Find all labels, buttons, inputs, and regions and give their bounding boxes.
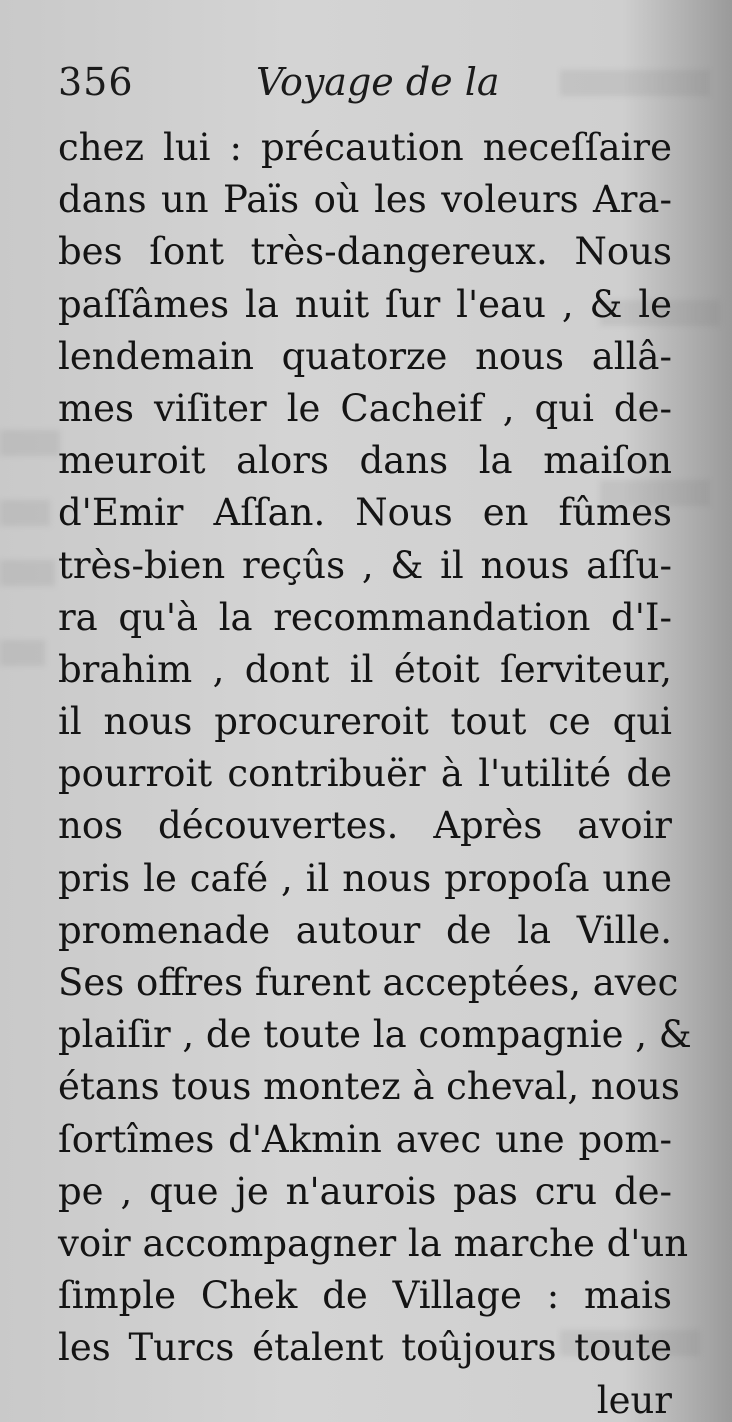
text-line: il nous procureroit tout ce qui xyxy=(58,700,672,744)
text-line: bes ſont très-dangereux. Nous xyxy=(58,230,672,274)
text-line: promenade autour de la Ville. xyxy=(58,908,672,952)
text-line: chez lui : précaution neceſſaire xyxy=(58,126,672,169)
catchword: leur xyxy=(596,1378,672,1422)
text-line: ſimple Chek de Village : mais xyxy=(58,1274,672,1318)
page-number: 356 xyxy=(58,60,134,104)
text-line: d'Emir Aſſan. Nous en fûmes xyxy=(58,491,672,535)
text-line: très-bien reçûs , & il nous aſſu- xyxy=(58,543,672,587)
text-line: ra qu'à la recommandation d'I- xyxy=(58,595,672,639)
text-line: étans tous montez à cheval, nous xyxy=(58,1065,680,1109)
text-line: plaiſir , de toute la compagnie , & xyxy=(58,1013,692,1057)
text-line: Ses offres furent acceptées, avec xyxy=(58,961,679,1004)
text-line: meuroit alors dans la maiſon xyxy=(58,439,672,483)
text-line: pris le café , il nous propoſa une xyxy=(58,856,672,900)
running-header xyxy=(58,60,500,104)
text-line: les Turcs étalent toûjours toute xyxy=(58,1326,672,1370)
running-title: Voyage de la xyxy=(256,60,500,104)
body-text xyxy=(58,122,692,1422)
text-line: brahim , dont il étoit ſerviteur, xyxy=(58,647,672,691)
text-line: mes viſiter le Cacheif , qui de- xyxy=(58,386,672,430)
text-line: pourroit contribuër à l'utilité de xyxy=(58,752,672,796)
text-line: nos découvertes. Après avoir xyxy=(58,804,672,848)
text-line: paſſâmes la nuit ſur l'eau , & le xyxy=(58,282,672,326)
text-line: dans un Païs où les voleurs Ara- xyxy=(58,178,672,222)
text-line: voir accompagner la marche d'un xyxy=(58,1221,689,1265)
text-line: ſortîmes d'Akmin avec une pom- xyxy=(58,1117,672,1161)
text-line: pe , que je n'aurois pas cru de- xyxy=(58,1169,672,1213)
text-line: lendemain quatorze nous allâ- xyxy=(58,334,672,378)
